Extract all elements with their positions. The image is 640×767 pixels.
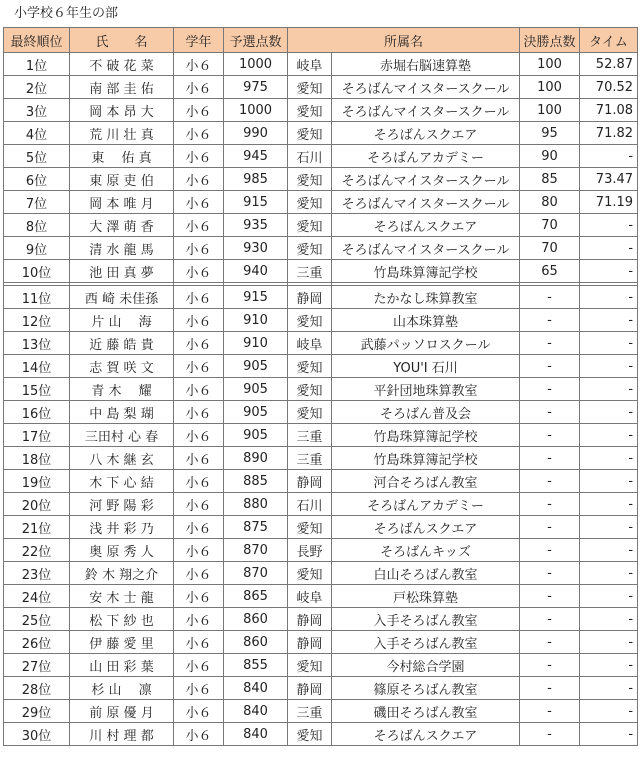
table-row <box>4 99 638 122</box>
cell-name: 片 山 海 <box>70 309 174 332</box>
cell-affiliation: たかなし珠算教室 <box>332 286 520 309</box>
cell-grade: 小６ <box>174 654 224 677</box>
cell-pref: 岐阜 <box>288 332 332 355</box>
cell-pref: 静岡 <box>288 286 332 309</box>
cell-name: 南 部 圭 佑 <box>70 76 174 99</box>
cell-prelim: 875 <box>224 516 288 539</box>
cell-name: 近 藤 皓 貴 <box>70 332 174 355</box>
cell-pref: 岐阜 <box>288 53 332 76</box>
cell-affiliation: そろばんマイスタースクール <box>332 99 520 122</box>
cell-name: 河 野 陽 彩 <box>70 493 174 516</box>
cell-pref: 愛知 <box>288 401 332 424</box>
cell-grade: 小６ <box>174 99 224 122</box>
table-row <box>4 378 638 401</box>
cell-name: 浅 井 彩 乃 <box>70 516 174 539</box>
cell-time: - <box>580 447 638 470</box>
table-row <box>4 654 638 677</box>
table-row <box>4 145 638 168</box>
cell-prelim: 945 <box>224 145 288 168</box>
cell-final: 85 <box>520 168 580 191</box>
cell-name: 奥 原 秀 人 <box>70 539 174 562</box>
cell-pref: 愛知 <box>288 237 332 260</box>
cell-final: 100 <box>520 99 580 122</box>
cell-affiliation: 竹島珠算簿記学校 <box>332 424 520 447</box>
cell-final: 65 <box>520 260 580 283</box>
cell-grade: 小６ <box>174 309 224 332</box>
cell-grade: 小６ <box>174 539 224 562</box>
cell-time: 71.82 <box>580 122 638 145</box>
table-row <box>4 122 638 145</box>
cell-time: - <box>580 585 638 608</box>
cell-rank: 29位 <box>4 700 70 723</box>
cell-grade: 小６ <box>174 145 224 168</box>
table-row <box>4 191 638 214</box>
cell-pref: 石川 <box>288 145 332 168</box>
cell-rank: 5位 <box>4 145 70 168</box>
header-affiliation: 所属名 <box>288 28 520 53</box>
table-caption: 小学校６年生の部 <box>14 6 119 21</box>
cell-prelim: 860 <box>224 608 288 631</box>
cell-final: - <box>520 516 580 539</box>
cell-final: - <box>520 332 580 355</box>
cell-time: 71.19 <box>580 191 638 214</box>
cell-prelim: 915 <box>224 191 288 214</box>
cell-rank: 13位 <box>4 332 70 355</box>
header-time: タイム <box>580 28 638 53</box>
cell-pref: 愛知 <box>288 654 332 677</box>
cell-time: - <box>580 237 638 260</box>
cell-prelim: 905 <box>224 378 288 401</box>
cell-grade: 小６ <box>174 260 224 283</box>
cell-grade: 小６ <box>174 168 224 191</box>
cell-rank: 17位 <box>4 424 70 447</box>
table-row <box>4 677 638 700</box>
cell-time: - <box>580 516 638 539</box>
cell-time: - <box>580 631 638 654</box>
cell-affiliation: そろばんスクエア <box>332 516 520 539</box>
cell-grade: 小６ <box>174 677 224 700</box>
cell-rank: 20位 <box>4 493 70 516</box>
cell-name: 東 原 吏 伯 <box>70 168 174 191</box>
cell-time: - <box>580 145 638 168</box>
cell-time: - <box>580 424 638 447</box>
cell-time: 71.08 <box>580 99 638 122</box>
cell-affiliation: そろばんアカデミー <box>332 145 520 168</box>
cell-name: 松 下 紗 也 <box>70 608 174 631</box>
cell-affiliation: 山本珠算塾 <box>332 309 520 332</box>
table-row <box>4 260 638 283</box>
cell-final: - <box>520 401 580 424</box>
table-row <box>4 424 638 447</box>
cell-name: 大 澤 萌 香 <box>70 214 174 237</box>
cell-name: 川 村 理 都 <box>70 723 174 746</box>
cell-prelim: 840 <box>224 700 288 723</box>
cell-prelim: 975 <box>224 76 288 99</box>
cell-time: - <box>580 378 638 401</box>
cell-prelim: 860 <box>224 631 288 654</box>
cell-prelim: 985 <box>224 168 288 191</box>
cell-final: 100 <box>520 53 580 76</box>
cell-time: - <box>580 214 638 237</box>
cell-name: 荒 川 壮 真 <box>70 122 174 145</box>
table-row <box>4 355 638 378</box>
cell-affiliation: そろばんアカデミー <box>332 493 520 516</box>
table-row <box>4 237 638 260</box>
cell-pref: 愛知 <box>288 309 332 332</box>
cell-time: 52.87 <box>580 53 638 76</box>
cell-final: - <box>520 677 580 700</box>
cell-name: 八 木 継 玄 <box>70 447 174 470</box>
cell-name: 東 佑 真 <box>70 145 174 168</box>
cell-prelim: 885 <box>224 470 288 493</box>
cell-pref: 静岡 <box>288 608 332 631</box>
table-row <box>4 608 638 631</box>
cell-name: 池 田 真 夢 <box>70 260 174 283</box>
cell-time: - <box>580 260 638 283</box>
table-row <box>4 539 638 562</box>
cell-name: 不 破 花 菜 <box>70 53 174 76</box>
cell-affiliation: そろばんキッズ <box>332 539 520 562</box>
cell-prelim: 1000 <box>224 53 288 76</box>
cell-time: - <box>580 355 638 378</box>
cell-grade: 小６ <box>174 76 224 99</box>
cell-final: - <box>520 654 580 677</box>
cell-final: - <box>520 700 580 723</box>
cell-name: 鈴 木 翔之介 <box>70 562 174 585</box>
cell-affiliation: 竹島珠算簿記学校 <box>332 260 520 283</box>
cell-time: - <box>580 677 638 700</box>
cell-rank: 15位 <box>4 378 70 401</box>
cell-final: - <box>520 424 580 447</box>
cell-grade: 小６ <box>174 585 224 608</box>
cell-time: - <box>580 332 638 355</box>
cell-grade: 小６ <box>174 608 224 631</box>
cell-name: 山 田 彩 葉 <box>70 654 174 677</box>
cell-name: 三田村 心 春 <box>70 424 174 447</box>
header-row <box>4 28 638 53</box>
cell-name: 志 賀 咲 文 <box>70 355 174 378</box>
cell-grade: 小６ <box>174 191 224 214</box>
cell-grade: 小６ <box>174 447 224 470</box>
cell-prelim: 865 <box>224 585 288 608</box>
cell-name: 前 原 優 月 <box>70 700 174 723</box>
cell-rank: 4位 <box>4 122 70 145</box>
cell-affiliation: YOU'I 石川 <box>332 355 520 378</box>
cell-affiliation: 篠原そろばん教室 <box>332 677 520 700</box>
cell-grade: 小６ <box>174 214 224 237</box>
cell-time: 70.52 <box>580 76 638 99</box>
results-body <box>4 53 638 746</box>
cell-pref: 愛知 <box>288 516 332 539</box>
cell-rank: 6位 <box>4 168 70 191</box>
header-prelim-score: 予選点数 <box>224 28 288 53</box>
cell-prelim: 915 <box>224 286 288 309</box>
cell-name: 岡 本 昂 大 <box>70 99 174 122</box>
cell-name: 中 島 梨 瑚 <box>70 401 174 424</box>
cell-pref: 愛知 <box>288 76 332 99</box>
cell-final: 90 <box>520 145 580 168</box>
cell-affiliation: そろばんマイスタースクール <box>332 191 520 214</box>
results-table <box>3 27 638 746</box>
cell-pref: 三重 <box>288 700 332 723</box>
cell-prelim: 905 <box>224 424 288 447</box>
cell-time: - <box>580 608 638 631</box>
cell-final: 95 <box>520 122 580 145</box>
cell-name: 岡 本 唯 月 <box>70 191 174 214</box>
cell-pref: 三重 <box>288 447 332 470</box>
cell-final: - <box>520 355 580 378</box>
cell-final: - <box>520 470 580 493</box>
cell-rank: 8位 <box>4 214 70 237</box>
cell-prelim: 990 <box>224 122 288 145</box>
cell-prelim: 905 <box>224 355 288 378</box>
cell-name: 木 下 心 結 <box>70 470 174 493</box>
cell-rank: 22位 <box>4 539 70 562</box>
cell-rank: 16位 <box>4 401 70 424</box>
cell-rank: 3位 <box>4 99 70 122</box>
cell-rank: 18位 <box>4 447 70 470</box>
cell-pref: 岐阜 <box>288 585 332 608</box>
cell-prelim: 905 <box>224 401 288 424</box>
cell-prelim: 910 <box>224 332 288 355</box>
cell-final: 70 <box>520 237 580 260</box>
table-row <box>4 493 638 516</box>
header-final-score: 決勝点数 <box>520 28 580 53</box>
cell-affiliation: そろばんスクエア <box>332 723 520 746</box>
cell-pref: 愛知 <box>288 191 332 214</box>
cell-pref: 三重 <box>288 260 332 283</box>
cell-grade: 小６ <box>174 53 224 76</box>
cell-final: - <box>520 562 580 585</box>
cell-pref: 愛知 <box>288 355 332 378</box>
cell-grade: 小６ <box>174 122 224 145</box>
cell-affiliation: そろばんマイスタースクール <box>332 76 520 99</box>
cell-rank: 2位 <box>4 76 70 99</box>
cell-pref: 愛知 <box>288 122 332 145</box>
cell-final: - <box>520 723 580 746</box>
cell-prelim: 1000 <box>224 99 288 122</box>
cell-prelim: 840 <box>224 723 288 746</box>
cell-rank: 28位 <box>4 677 70 700</box>
cell-time: - <box>580 562 638 585</box>
cell-time: - <box>580 539 638 562</box>
cell-pref: 愛知 <box>288 214 332 237</box>
cell-rank: 7位 <box>4 191 70 214</box>
cell-grade: 小６ <box>174 562 224 585</box>
cell-prelim: 935 <box>224 214 288 237</box>
table-row <box>4 700 638 723</box>
cell-rank: 12位 <box>4 309 70 332</box>
cell-rank: 26位 <box>4 631 70 654</box>
cell-affiliation: 入手そろばん教室 <box>332 631 520 654</box>
cell-affiliation: そろばんマイスタースクール <box>332 237 520 260</box>
cell-rank: 30位 <box>4 723 70 746</box>
cell-prelim: 940 <box>224 260 288 283</box>
table-row <box>4 53 638 76</box>
cell-affiliation: 竹島珠算簿記学校 <box>332 447 520 470</box>
cell-final: - <box>520 447 580 470</box>
cell-prelim: 910 <box>224 309 288 332</box>
cell-final: - <box>520 585 580 608</box>
table-row <box>4 214 638 237</box>
cell-affiliation: 今村総合学園 <box>332 654 520 677</box>
cell-prelim: 870 <box>224 539 288 562</box>
cell-pref: 三重 <box>288 424 332 447</box>
cell-affiliation: そろばんマイスタースクール <box>332 168 520 191</box>
cell-time: - <box>580 700 638 723</box>
cell-final: - <box>520 493 580 516</box>
cell-rank: 1位 <box>4 53 70 76</box>
cell-final: - <box>520 309 580 332</box>
table-row <box>4 401 638 424</box>
header-name: 氏 名 <box>70 28 174 53</box>
cell-time: - <box>580 723 638 746</box>
cell-affiliation: 戸松珠算塾 <box>332 585 520 608</box>
table-row <box>4 168 638 191</box>
cell-name: 安 木 士 龍 <box>70 585 174 608</box>
cell-grade: 小６ <box>174 723 224 746</box>
cell-rank: 10位 <box>4 260 70 283</box>
cell-prelim: 880 <box>224 493 288 516</box>
cell-final: - <box>520 608 580 631</box>
cell-time: - <box>580 401 638 424</box>
cell-name: 杉 山 凛 <box>70 677 174 700</box>
cell-rank: 9位 <box>4 237 70 260</box>
cell-final: 70 <box>520 214 580 237</box>
cell-name: 伊 藤 愛 里 <box>70 631 174 654</box>
cell-grade: 小６ <box>174 470 224 493</box>
cell-affiliation: そろばんスクエア <box>332 122 520 145</box>
cell-grade: 小６ <box>174 286 224 309</box>
cell-time: - <box>580 654 638 677</box>
cell-final: - <box>520 378 580 401</box>
cell-affiliation: 磯田そろばん教室 <box>332 700 520 723</box>
cell-time: - <box>580 286 638 309</box>
cell-grade: 小６ <box>174 378 224 401</box>
cell-affiliation: 平針団地珠算教室 <box>332 378 520 401</box>
cell-pref: 愛知 <box>288 562 332 585</box>
cell-name: 清 水 龍 馬 <box>70 237 174 260</box>
cell-rank: 27位 <box>4 654 70 677</box>
cell-affiliation: そろばんスクエア <box>332 214 520 237</box>
cell-prelim: 870 <box>224 562 288 585</box>
cell-grade: 小６ <box>174 631 224 654</box>
cell-pref: 静岡 <box>288 470 332 493</box>
cell-affiliation: 河合そろばん教室 <box>332 470 520 493</box>
cell-prelim: 855 <box>224 654 288 677</box>
cell-rank: 11位 <box>4 286 70 309</box>
cell-rank: 21位 <box>4 516 70 539</box>
cell-time: - <box>580 309 638 332</box>
cell-grade: 小６ <box>174 401 224 424</box>
cell-grade: 小６ <box>174 493 224 516</box>
cell-grade: 小６ <box>174 424 224 447</box>
header-grade: 学年 <box>174 28 224 53</box>
cell-prelim: 930 <box>224 237 288 260</box>
cell-rank: 25位 <box>4 608 70 631</box>
cell-final: 80 <box>520 191 580 214</box>
cell-pref: 愛知 <box>288 168 332 191</box>
cell-grade: 小６ <box>174 332 224 355</box>
cell-name: 西 崎 未佳孫 <box>70 286 174 309</box>
cell-pref: 石川 <box>288 493 332 516</box>
table-row <box>4 76 638 99</box>
cell-final: - <box>520 539 580 562</box>
table-row <box>4 332 638 355</box>
cell-final: - <box>520 286 580 309</box>
cell-final: - <box>520 631 580 654</box>
cell-rank: 14位 <box>4 355 70 378</box>
cell-pref: 静岡 <box>288 631 332 654</box>
cell-pref: 愛知 <box>288 378 332 401</box>
cell-time: 73.47 <box>580 168 638 191</box>
cell-rank: 24位 <box>4 585 70 608</box>
cell-pref: 長野 <box>288 539 332 562</box>
table-row <box>4 562 638 585</box>
table-row <box>4 516 638 539</box>
table-row <box>4 723 638 746</box>
cell-grade: 小６ <box>174 237 224 260</box>
cell-grade: 小６ <box>174 355 224 378</box>
cell-final: 100 <box>520 76 580 99</box>
cell-time: - <box>580 470 638 493</box>
cell-pref: 愛知 <box>288 723 332 746</box>
cell-affiliation: 武藤パッソロスクール <box>332 332 520 355</box>
table-row <box>4 447 638 470</box>
cell-prelim: 890 <box>224 447 288 470</box>
header-rank: 最終順位 <box>4 28 70 53</box>
cell-pref: 静岡 <box>288 677 332 700</box>
table-row <box>4 470 638 493</box>
cell-affiliation: そろばん普及会 <box>332 401 520 424</box>
cell-affiliation: 入手そろばん教室 <box>332 608 520 631</box>
table-row <box>4 585 638 608</box>
cell-affiliation: 赤堀右脳速算塾 <box>332 53 520 76</box>
cell-affiliation: 白山そろばん教室 <box>332 562 520 585</box>
cell-grade: 小６ <box>174 516 224 539</box>
cell-pref: 愛知 <box>288 99 332 122</box>
cell-name: 青 木 耀 <box>70 378 174 401</box>
cell-grade: 小６ <box>174 700 224 723</box>
table-row <box>4 631 638 654</box>
cell-rank: 19位 <box>4 470 70 493</box>
table-row <box>4 286 638 309</box>
cell-time: - <box>580 493 638 516</box>
table-row <box>4 309 638 332</box>
cell-rank: 23位 <box>4 562 70 585</box>
cell-prelim: 840 <box>224 677 288 700</box>
